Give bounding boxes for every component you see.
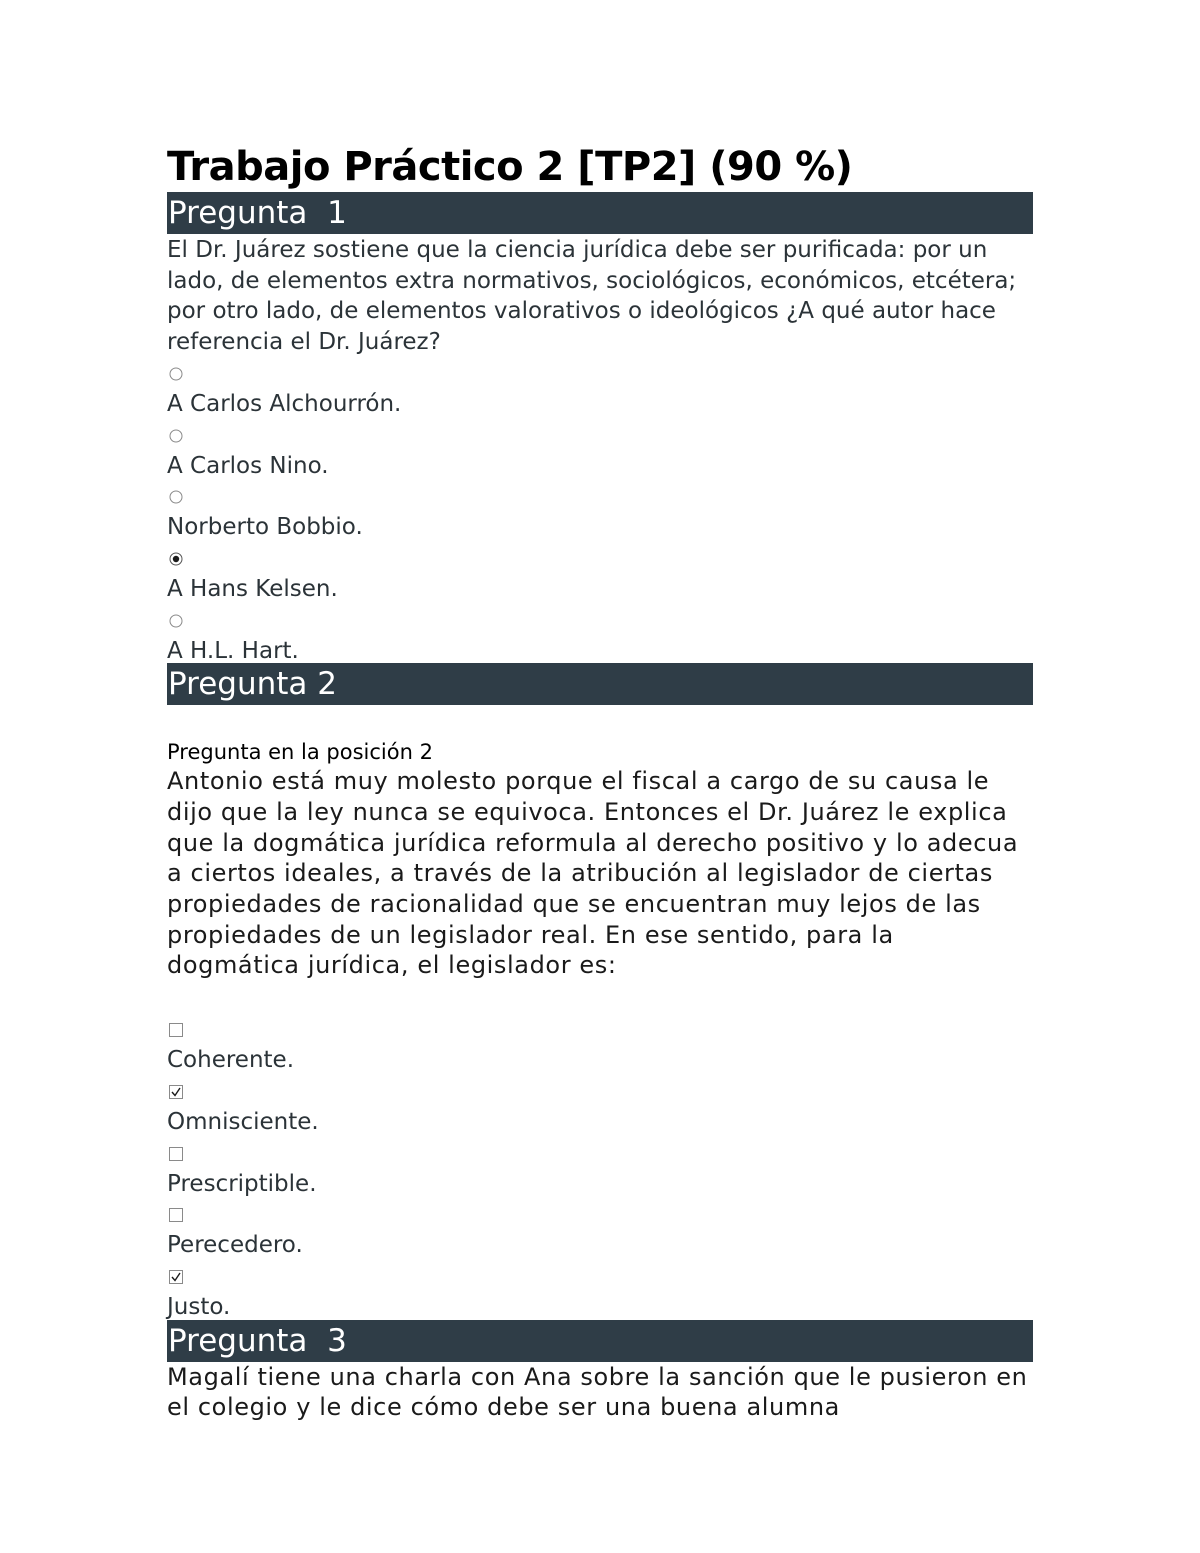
radio-button[interactable] bbox=[169, 490, 183, 504]
q2-option-5[interactable] bbox=[167, 1261, 1033, 1323]
q1-option-3[interactable] bbox=[167, 481, 1033, 543]
question-3-text: Magalí tiene una charla con Ana sobre la sanción que le pusieron en el colegio y le dice cómo debe ser una buena alumna bbox=[167, 1362, 1028, 1422]
q1-option-5[interactable] bbox=[167, 605, 1033, 667]
page-title: Trabajo Práctico 2 [TP2] (90 %) bbox=[167, 144, 853, 190]
question-2 bbox=[167, 663, 1033, 1322]
q2-option-1[interactable] bbox=[167, 1014, 1033, 1076]
option-label: Justo. bbox=[167, 1293, 231, 1320]
document-page bbox=[167, 142, 1033, 1456]
checkbox[interactable] bbox=[169, 1023, 183, 1037]
radio-button[interactable] bbox=[169, 429, 183, 443]
question-2-text: Antonio está muy molesto porque el fiscal a cargo de su causa le dijo que la ley nunca se equivoca. Entonces el Dr. Juárez le explica que la dogmática jurídica reformula al derecho positivo y lo adecua a ciertos ideales, a través de la atribución al legislador de ciertas propiedades de racionalidad que se encuentran muy lejos de las propiedades de un legislador real. En ese sentido, para la dogmática jurídica, el legislador es: bbox=[167, 767, 1019, 980]
option-label: A H.L. Hart. bbox=[167, 637, 299, 664]
question-1-header: Pregunta 1 bbox=[167, 192, 1033, 234]
radio-button[interactable] bbox=[169, 367, 183, 381]
option-label: A Carlos Nino. bbox=[167, 452, 329, 479]
q2-option-3[interactable] bbox=[167, 1138, 1033, 1200]
q1-option-2[interactable] bbox=[167, 420, 1033, 482]
checkbox[interactable] bbox=[169, 1208, 183, 1222]
q1-option-4[interactable] bbox=[167, 543, 1033, 605]
option-label: Perecedero. bbox=[167, 1232, 303, 1259]
option-label: A Hans Kelsen. bbox=[167, 575, 338, 602]
question-1 bbox=[167, 192, 1033, 666]
question-1-text: El Dr. Juárez sostiene que la ciencia jurídica debe ser purificada: por un lado, de elementos extra normativos, sociológicos, económicos, etcétera; por otro lado, de elementos valorativos o ideológicos ¿A qué autor hace referencia el Dr. Juárez? bbox=[167, 237, 1017, 356]
question-2-header: Pregunta 2 bbox=[167, 663, 1033, 705]
q2-option-2[interactable] bbox=[167, 1076, 1033, 1138]
question-3 bbox=[167, 1320, 1033, 1423]
option-label: A Carlos Alchourrón. bbox=[167, 390, 402, 417]
q1-option-1[interactable] bbox=[167, 358, 1033, 420]
option-label: Norberto Bobbio. bbox=[167, 514, 363, 541]
option-label: Coherente. bbox=[167, 1047, 295, 1074]
checkbox[interactable] bbox=[169, 1147, 183, 1161]
checkbox-checked[interactable] bbox=[169, 1085, 183, 1099]
question-2-subtitle: Pregunta en la posición 2 bbox=[167, 740, 433, 765]
q2-option-4[interactable] bbox=[167, 1199, 1033, 1261]
option-label: Prescriptible. bbox=[167, 1170, 317, 1197]
checkbox-checked[interactable] bbox=[169, 1270, 183, 1284]
question-3-header: Pregunta 3 bbox=[167, 1320, 1033, 1362]
radio-button-selected[interactable] bbox=[169, 552, 183, 566]
radio-button[interactable] bbox=[169, 614, 183, 628]
option-label: Omnisciente. bbox=[167, 1108, 319, 1135]
